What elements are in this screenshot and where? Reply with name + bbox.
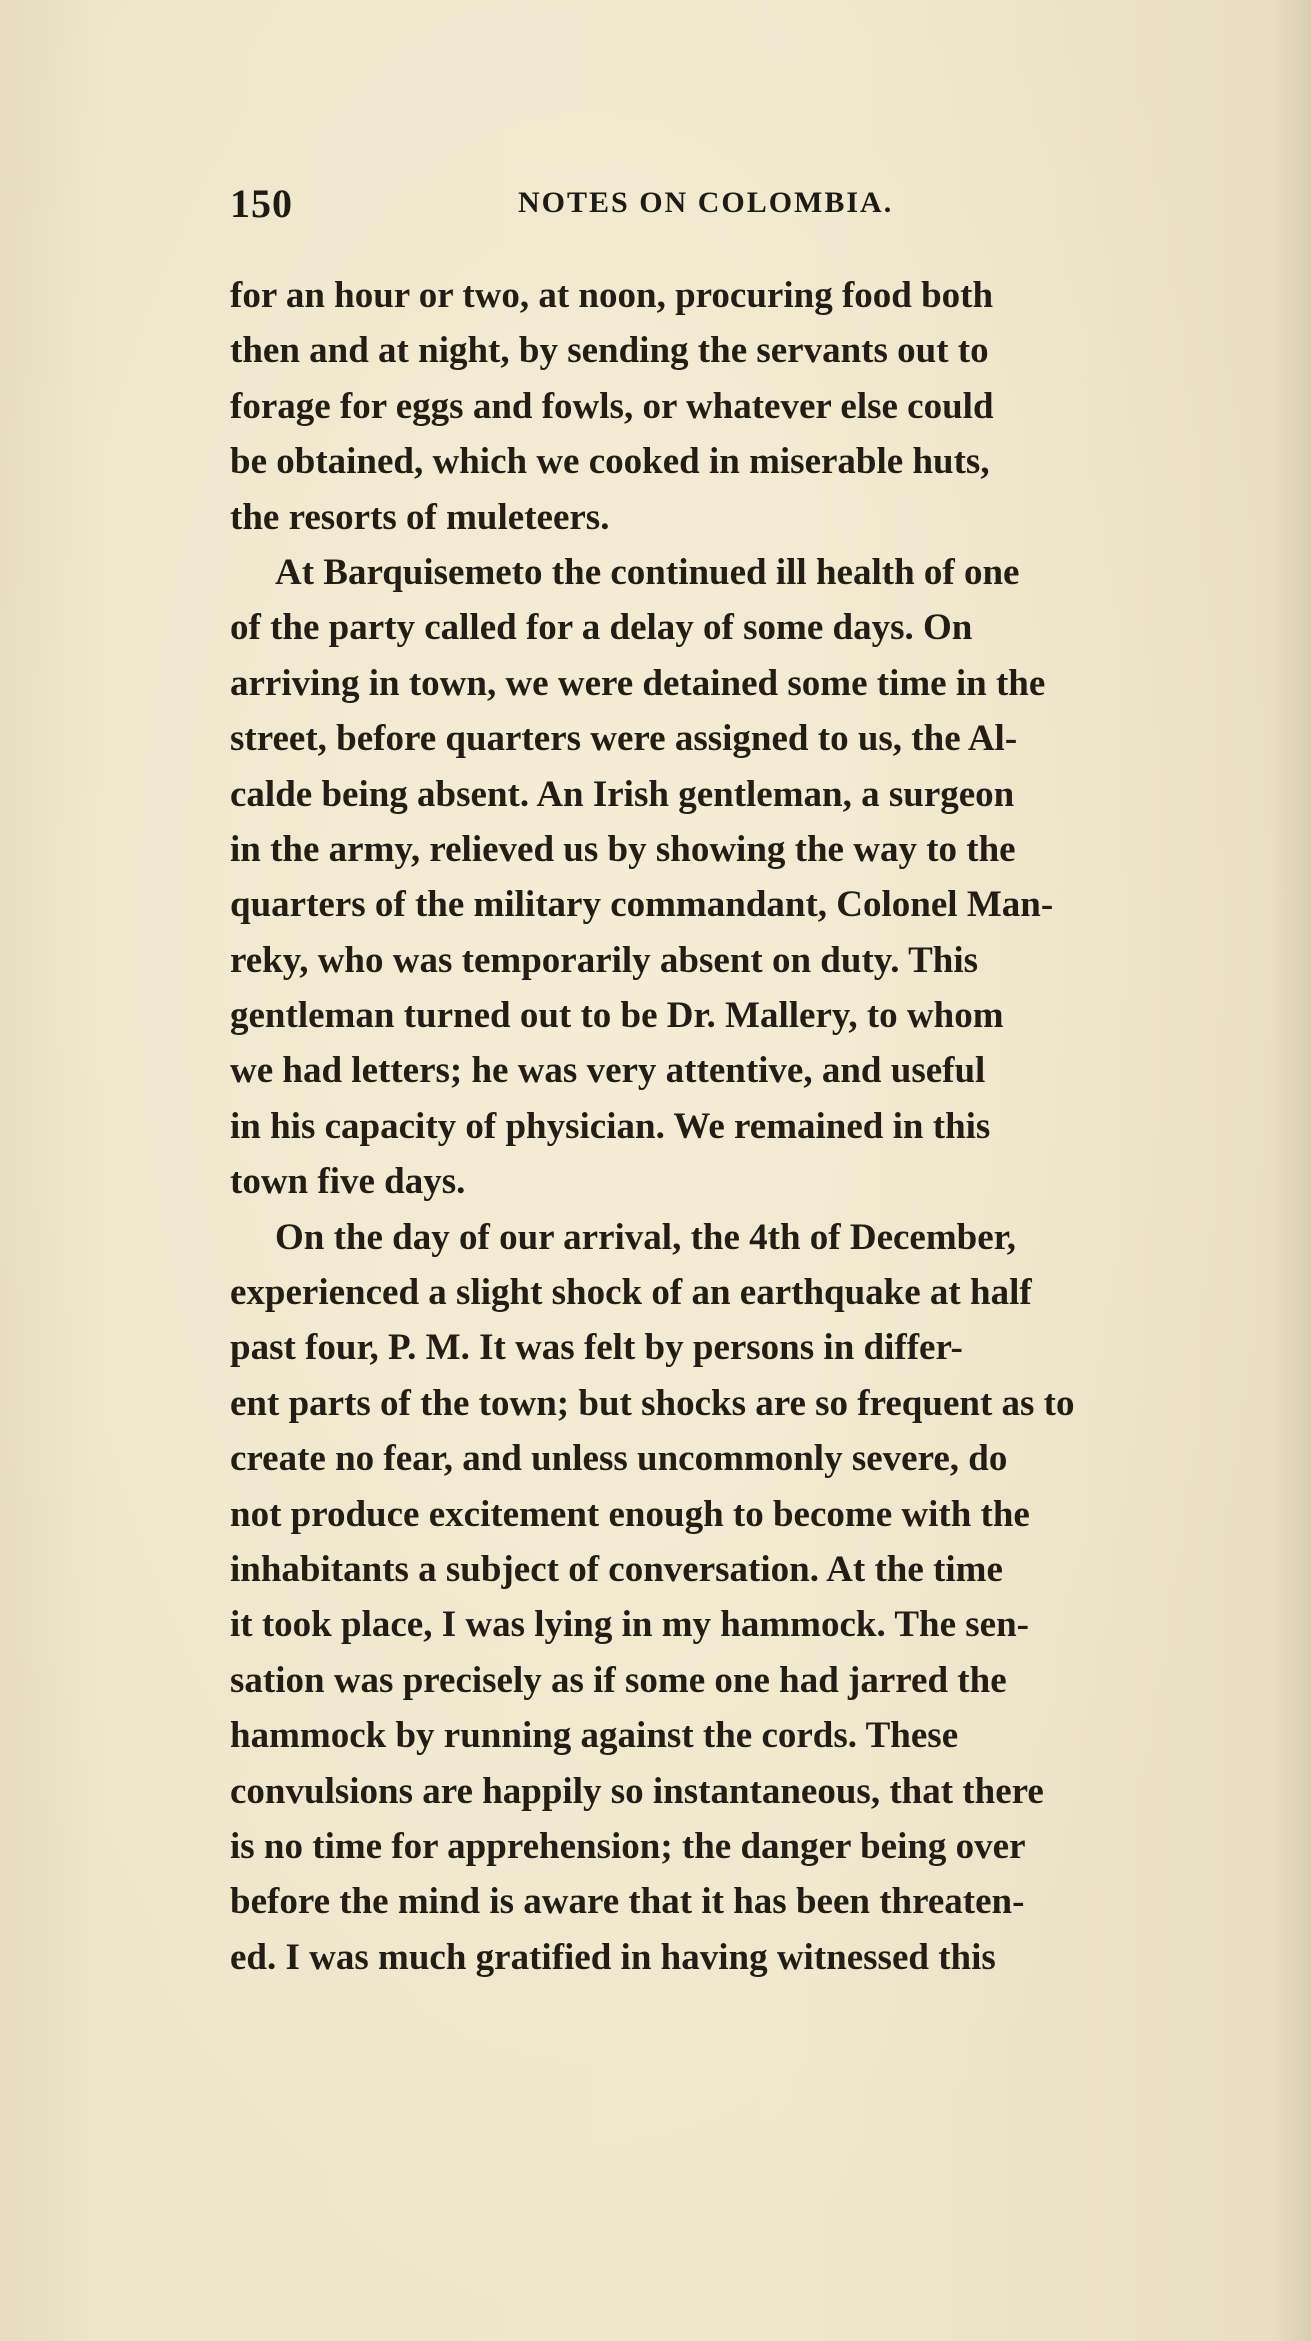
text-line: quarters of the military commandant, Colonel Man- (230, 884, 1054, 926)
text-line: ed. I was much gratified in having witnessed this (230, 1936, 996, 1978)
text-line: create no fear, and unless uncommonly severe, do (230, 1438, 1008, 1480)
text-line: reky, who was temporarily absent on duty. This (230, 939, 979, 981)
text-line: of the party called for a delay of some days. On (230, 607, 973, 649)
text-line: then and at night, by sending the servants out to (230, 330, 989, 372)
text-line: street, before quarters were assigned to us, the Al- (230, 718, 1018, 760)
text-line: arriving in town, we were detained some time in the (230, 662, 1046, 704)
text-line: not produce excitement enough to become with the (230, 1493, 1030, 1535)
text-line: gentleman turned out to be Dr. Mallery, to whom (230, 995, 1004, 1037)
text-line: in his capacity of physician. We remained in this (230, 1105, 991, 1147)
text-line: inhabitants a subject of conversation. At the time (230, 1548, 1003, 1590)
text-line: in the army, relieved us by showing the way to the (230, 828, 1016, 870)
paragraph-start-line: On the day of our arrival, the 4th of December, (275, 1216, 1016, 1258)
text-line: calde being absent. An Irish gentleman, a surgeon (230, 773, 1015, 815)
text-line: town five days. (230, 1161, 466, 1203)
text-line: it took place, I was lying in my hammock. The sen- (230, 1604, 1029, 1646)
page-number: 150 (230, 181, 293, 226)
page-edge-shadow (1271, 0, 1311, 2341)
text-line: hammock by running against the cords. These (230, 1715, 959, 1757)
paragraph-start-line: At Barquisemeto the continued ill health of one (275, 551, 1020, 593)
text-line: for an hour or two, at noon, procuring food both (230, 275, 994, 316)
running-head (230, 180, 1110, 230)
text-line: we had letters; he was very attentive, and useful (230, 1050, 986, 1092)
running-title: NOTES ON COLOMBIA. (518, 186, 894, 219)
text-line: convulsions are happily so instantaneous, that there (230, 1770, 1044, 1812)
text-line: before the mind is aware that it has been threaten- (230, 1881, 1025, 1923)
body-text (230, 268, 1250, 1985)
text-line: forage for eggs and fowls, or whatever else could (230, 385, 994, 427)
text-line: sation was precisely as if some one had jarred the (230, 1659, 1007, 1701)
text-line: past four, P. M. It was felt by persons in differ- (230, 1327, 963, 1369)
text-line: be obtained, which we cooked in miserable huts, (230, 441, 990, 483)
text-line: the resorts of muleteers. (230, 496, 610, 538)
text-line: ent parts of the town; but shocks are so frequent as to (230, 1382, 1075, 1424)
text-line: is no time for apprehension; the danger being over (230, 1825, 1026, 1867)
text-line: experienced a slight shock of an earthquake at half (230, 1272, 1032, 1314)
